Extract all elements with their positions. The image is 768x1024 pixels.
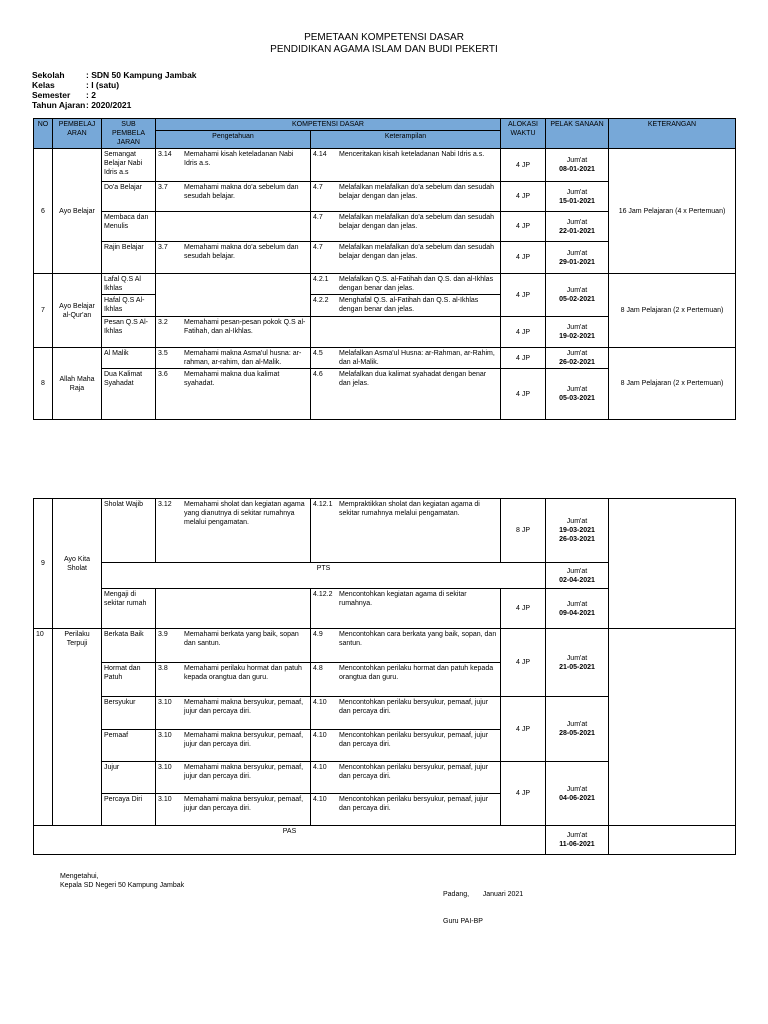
kd-text: Menghafal Q.S. al-Fatihah dan Q.S. al-Ikhlas dengan benar dan jelas. — [339, 297, 479, 313]
kd-text: Memahami makna bersyukur, pemaaf, jujur dan percaya diri. — [184, 764, 304, 780]
header-kd: KOMPETENSI DASAR — [156, 119, 501, 131]
kd-text: Mencontohkan perilaku bersyukur, pemaaf, jujur dan percaya diri. — [339, 796, 489, 812]
kd-number: 3.8 — [158, 665, 168, 672]
keterangan-value — [609, 826, 736, 855]
kd-text: Melafalkan melafalkan do'a sebelum dan sesudah belajar dengan dan jelas. — [339, 214, 495, 230]
kd-number: 4.12.1 — [313, 501, 333, 508]
kd-number: 4.10 — [313, 732, 327, 739]
kd-text: Mencontohkan perilaku bersyukur, pemaaf, jujur dan percaya diri. — [339, 699, 489, 715]
kd-number: 3.7 — [158, 184, 168, 191]
table-row — [34, 499, 736, 563]
keterangan-value: 16 Jam Pelajaran (4 x Pertemuan) — [609, 149, 736, 274]
alokasi-value: 4 JP — [501, 762, 546, 826]
date-label: 05-03-2021 — [559, 395, 595, 402]
date-label: 09-04-2021 — [559, 609, 595, 617]
row-sub: Jujur — [102, 762, 156, 794]
kd-text: Melafalkan melafalkan do'a sebelum dan sesudah belajar dengan dan jelas. — [339, 244, 495, 260]
table-row — [34, 149, 736, 182]
date-label: 04-06-2021 — [559, 794, 595, 802]
kd-text: Mencontohkan perilaku bersyukur, pemaaf, jujur dan percaya diri. — [339, 732, 489, 748]
kd-number: 4.7 — [313, 214, 323, 221]
day-label: Jum'at — [566, 350, 588, 357]
table-row — [34, 348, 736, 369]
alokasi-value: 4 JP — [501, 589, 546, 629]
alokasi-value: 4 JP — [501, 242, 546, 274]
date-label: 11-06-2021 — [559, 841, 595, 848]
kd-text: Memahami makna do'a sebelum dan sesudah belajar. — [184, 244, 299, 260]
keterangan-value: 8 Jam Pelajaran (2 x Pertemuan) — [609, 348, 736, 420]
kd-number: 4.10 — [313, 764, 327, 771]
date-label: 26-02-2021 — [559, 359, 595, 366]
kd-text: Memahami kisah keteladanan Nabi Idris a.s. — [184, 151, 294, 167]
row-sub: Pemaaf — [102, 730, 156, 762]
row-sub: Al Malik — [102, 348, 156, 369]
date-label: 28-05-2021 — [559, 730, 595, 737]
date-label: 22-01-2021 — [559, 227, 595, 235]
date-label: 05-02-2021 — [559, 296, 595, 303]
kd-text: Memahami pesan-pesan pokok Q.S al-Fatihah, dan al-Ikhlas. — [184, 319, 306, 335]
row-sub: Sholat Wajib — [102, 499, 156, 563]
day-label: Jum'at — [566, 567, 588, 575]
keterangan-value — [609, 629, 736, 826]
header-pelaksanaan: PELAK SANAAN — [546, 119, 609, 149]
row-sub: Mengaji di sekitar rumah — [102, 589, 156, 629]
day-label: Jum'at — [566, 188, 588, 196]
signature-right-line1: Padang, Januari 2021 — [443, 891, 524, 898]
kd-number: 4.2.2 — [313, 297, 329, 304]
sekolah-value: : SDN 50 Kampung Jambak — [86, 70, 197, 80]
kd-text: Memahami berkata yang baik, sopan dan santun. — [184, 631, 299, 647]
kd-text: Memahami perilaku hormat dan patuh kepada orangtua dan guru. — [184, 665, 302, 681]
kd-text: Memahami sholat dan kegiatan agama yang dianutnya di sekitar rumahnya melalui pengamatan. — [184, 501, 305, 526]
alokasi-value: 4 JP — [501, 697, 546, 762]
signature-left-line2: Kepala SD Negeri 50 Kampung Jambak — [60, 882, 185, 889]
kd-text: Memahami makna dua kalimat syahadat. — [184, 371, 280, 387]
kd-text: Mencontohkan cara berkata yang baik, sopan, dan santun. — [339, 631, 497, 647]
table-row — [34, 274, 736, 295]
kd-number: 3.10 — [158, 764, 172, 771]
kd-number: 4.10 — [313, 699, 327, 706]
row-pembelajaran: Perilaku Terpuji — [53, 629, 102, 826]
header-alokasi: ALOKASI WAKTU — [501, 119, 546, 149]
row-sub: Do'a Belajar — [102, 182, 156, 212]
day-label: Jum'at — [566, 249, 588, 257]
kd-number: 4.2.1 — [313, 276, 329, 283]
kelas-label: Kelas — [32, 80, 55, 90]
keterangan-value: 8 Jam Pelajaran (2 x Pertemuan) — [609, 274, 736, 348]
kd-number: 3.14 — [158, 151, 172, 158]
day-label: Jum'at — [566, 785, 588, 793]
row-sub: Bersyukur — [102, 697, 156, 730]
keterangan-value — [609, 499, 736, 629]
semester-value: : 2 — [86, 90, 96, 100]
kd-number: 4.12.2 — [313, 591, 333, 598]
kd-text: Memahami makna bersyukur, pemaaf, jujur dan percaya diri. — [184, 699, 304, 715]
signature-left-line1: Mengetahui, — [60, 873, 99, 880]
header-sub: SUB PEMBELA JARAN — [102, 119, 156, 149]
kd-number: 4.7 — [313, 184, 323, 191]
kd-text: Mencontohkan perilaku bersyukur, pemaaf, jujur dan percaya diri. — [339, 764, 489, 780]
kd-empty — [156, 274, 311, 317]
date-label: 26-03-2021 — [559, 536, 595, 543]
alokasi-value: 4 JP — [501, 629, 546, 697]
day-label: Jum'at — [566, 287, 588, 294]
row-no: 9 — [34, 499, 53, 629]
alokasi-value: 4 JP — [501, 149, 546, 182]
row-pembelajaran: Ayo Belajar — [53, 149, 102, 274]
doc-title-line2: PENDIDIKAN AGAMA ISLAM DAN BUDI PEKERTI — [270, 44, 498, 55]
kd-number: 4.8 — [313, 665, 323, 672]
day-label: Jum'at — [566, 324, 588, 331]
kd-number: 3.10 — [158, 732, 172, 739]
row-sub: Rajin Belajar — [102, 242, 156, 274]
pas-label: PAS — [34, 826, 546, 855]
alokasi-value: 4 JP — [501, 317, 546, 348]
header-pengetahuan: Pengetahuan — [156, 131, 311, 149]
sekolah-label: Sekolah — [32, 70, 65, 80]
date-label: 15-01-2021 — [559, 197, 595, 205]
table-row — [34, 826, 736, 855]
row-sub: Berkata Baik — [102, 629, 156, 663]
kd-number: 3.5 — [158, 350, 168, 357]
alokasi-value: 4 JP — [501, 274, 546, 317]
date-label: 19-03-2021 — [559, 527, 595, 534]
day-label: Jum'at — [566, 654, 588, 662]
alokasi-value: 8 JP — [501, 499, 546, 563]
row-sub: Lafal Q.S Al Ikhlas — [102, 274, 156, 295]
kd-text: Melafalkan Q.S. al-Fatihah dan Q.S. dan al-Ikhlas dengan benar dan jelas. — [339, 276, 494, 292]
kd-number: 3.10 — [158, 796, 172, 803]
row-pembelajaran: Allah Maha Raja — [53, 348, 102, 420]
kd-text: Memahami makna bersyukur, pemaaf, jujur dan percaya diri. — [184, 732, 304, 748]
kd-number: 4.5 — [313, 350, 323, 357]
pts-label: PTS — [102, 563, 546, 589]
tahun-label: Tahun Ajaran — [32, 100, 86, 110]
date-label: 21-05-2021 — [559, 663, 595, 671]
day-label: Jum'at — [566, 832, 588, 839]
kd-number: 3.6 — [158, 371, 168, 378]
day-label: Jum'at — [566, 600, 588, 608]
kd-text: Melafalkan melafalkan do'a sebelum dan sesudah belajar dengan dan jelas. — [339, 184, 495, 200]
row-sub: Membaca dan Menulis — [102, 212, 156, 242]
kd-number: 3.7 — [158, 244, 168, 251]
kd-text: Mencontohkan kegiatan agama di sekitar rumahnya. — [339, 591, 467, 607]
alokasi-value: 4 JP — [501, 182, 546, 212]
row-sub: Dua Kalimat Syahadat — [102, 369, 156, 420]
header-no: NO — [34, 119, 53, 149]
semester-label: Semester — [32, 90, 71, 100]
date-label: 19-02-2021 — [559, 333, 595, 340]
competency-table-1 — [33, 118, 736, 420]
row-sub: Hafal Q.S Al-Ikhlas — [102, 295, 156, 317]
kd-number: 3.10 — [158, 699, 172, 706]
day-label: Jum'at — [566, 386, 588, 393]
kd-text: Mencontohkan perilaku hormat dan patuh kepada orangtua dan guru. — [339, 665, 494, 681]
signature-right — [443, 872, 523, 935]
day-label: Jum'at — [566, 518, 588, 525]
kd-text: Memahami makna do'a sebelum dan sesudah belajar. — [184, 184, 299, 200]
kd-number: 3.2 — [158, 319, 168, 326]
kd-number: 4.14 — [313, 151, 327, 158]
header-keterampilan: Keterampilan — [311, 131, 501, 149]
header-pembelajaran: PEMBELAJ ARAN — [53, 119, 102, 149]
kd-text: Melafalkan dua kalimat syahadat dengan benar dan jelas. — [339, 371, 487, 387]
kd-text: Melafalkan Asma'ul Husna: ar-Rahman, ar-Rahim, dan al-Malik. — [339, 350, 495, 366]
kd-text: Memahami makna Asma'ul husna: ar-rahman, ar-rahim, dan al-Malik. — [184, 350, 302, 366]
kd-text: Memahami makna bersyukur, pemaaf, jujur dan percaya diri. — [184, 796, 304, 812]
competency-table-2 — [33, 498, 736, 855]
doc-title-line1: PEMETAAN KOMPETENSI DASAR — [304, 32, 464, 43]
alokasi-value: 4 JP — [501, 212, 546, 242]
kd-number: 4.10 — [313, 796, 327, 803]
tahun-value: : 2020/2021 — [86, 100, 132, 110]
signature-left — [60, 872, 184, 890]
row-no: 10 — [34, 629, 53, 826]
date-label: 02-04-2021 — [559, 576, 595, 584]
signature-right-line2: Guru PAI-BP — [443, 918, 483, 925]
kd-number: 4.9 — [313, 631, 323, 638]
school-info — [32, 70, 197, 110]
alokasi-value: 4 JP — [501, 369, 546, 420]
row-no: 7 — [34, 274, 53, 348]
date-label: 08-01-2021 — [559, 166, 595, 173]
kd-text: Mempraktikkan sholat dan kegiatan agama di sekitar rumahnya melalui pengamatan. — [339, 501, 480, 517]
row-no: 6 — [34, 149, 53, 274]
row-sub: Percaya Diri — [102, 794, 156, 826]
kd-empty — [311, 317, 501, 348]
day-label: Jum'at — [566, 721, 588, 728]
row-no: 8 — [34, 348, 53, 420]
row-sub: Hormat dan Patuh — [102, 663, 156, 697]
kd-number: 4.6 — [313, 371, 323, 378]
day-label: Jum'at — [566, 157, 588, 164]
kd-empty — [156, 589, 311, 629]
kd-text: Menceritakan kisah keteladanan Nabi Idris a.s. — [339, 151, 485, 158]
row-sub: Semangat Belajar Nabi Idris a.s — [102, 149, 156, 182]
day-label: Jum'at — [566, 218, 588, 226]
kd-number: 3.9 — [158, 631, 168, 638]
alokasi-value: 4 JP — [501, 348, 546, 369]
row-pembelajaran: Ayo Belajar al-Qur'an — [53, 274, 102, 348]
row-sub: Pesan Q.S Al-Ikhlas — [102, 317, 156, 348]
kelas-value: : I (satu) — [86, 80, 120, 90]
table-row — [34, 629, 736, 663]
date-label: 29-01-2021 — [559, 258, 595, 266]
kd-number: 4.7 — [313, 244, 323, 251]
row-pembelajaran: Ayo Kita Sholat — [53, 499, 102, 629]
header-keterangan: KETERANGAN — [609, 119, 736, 149]
kd-number: 3.12 — [158, 501, 172, 508]
